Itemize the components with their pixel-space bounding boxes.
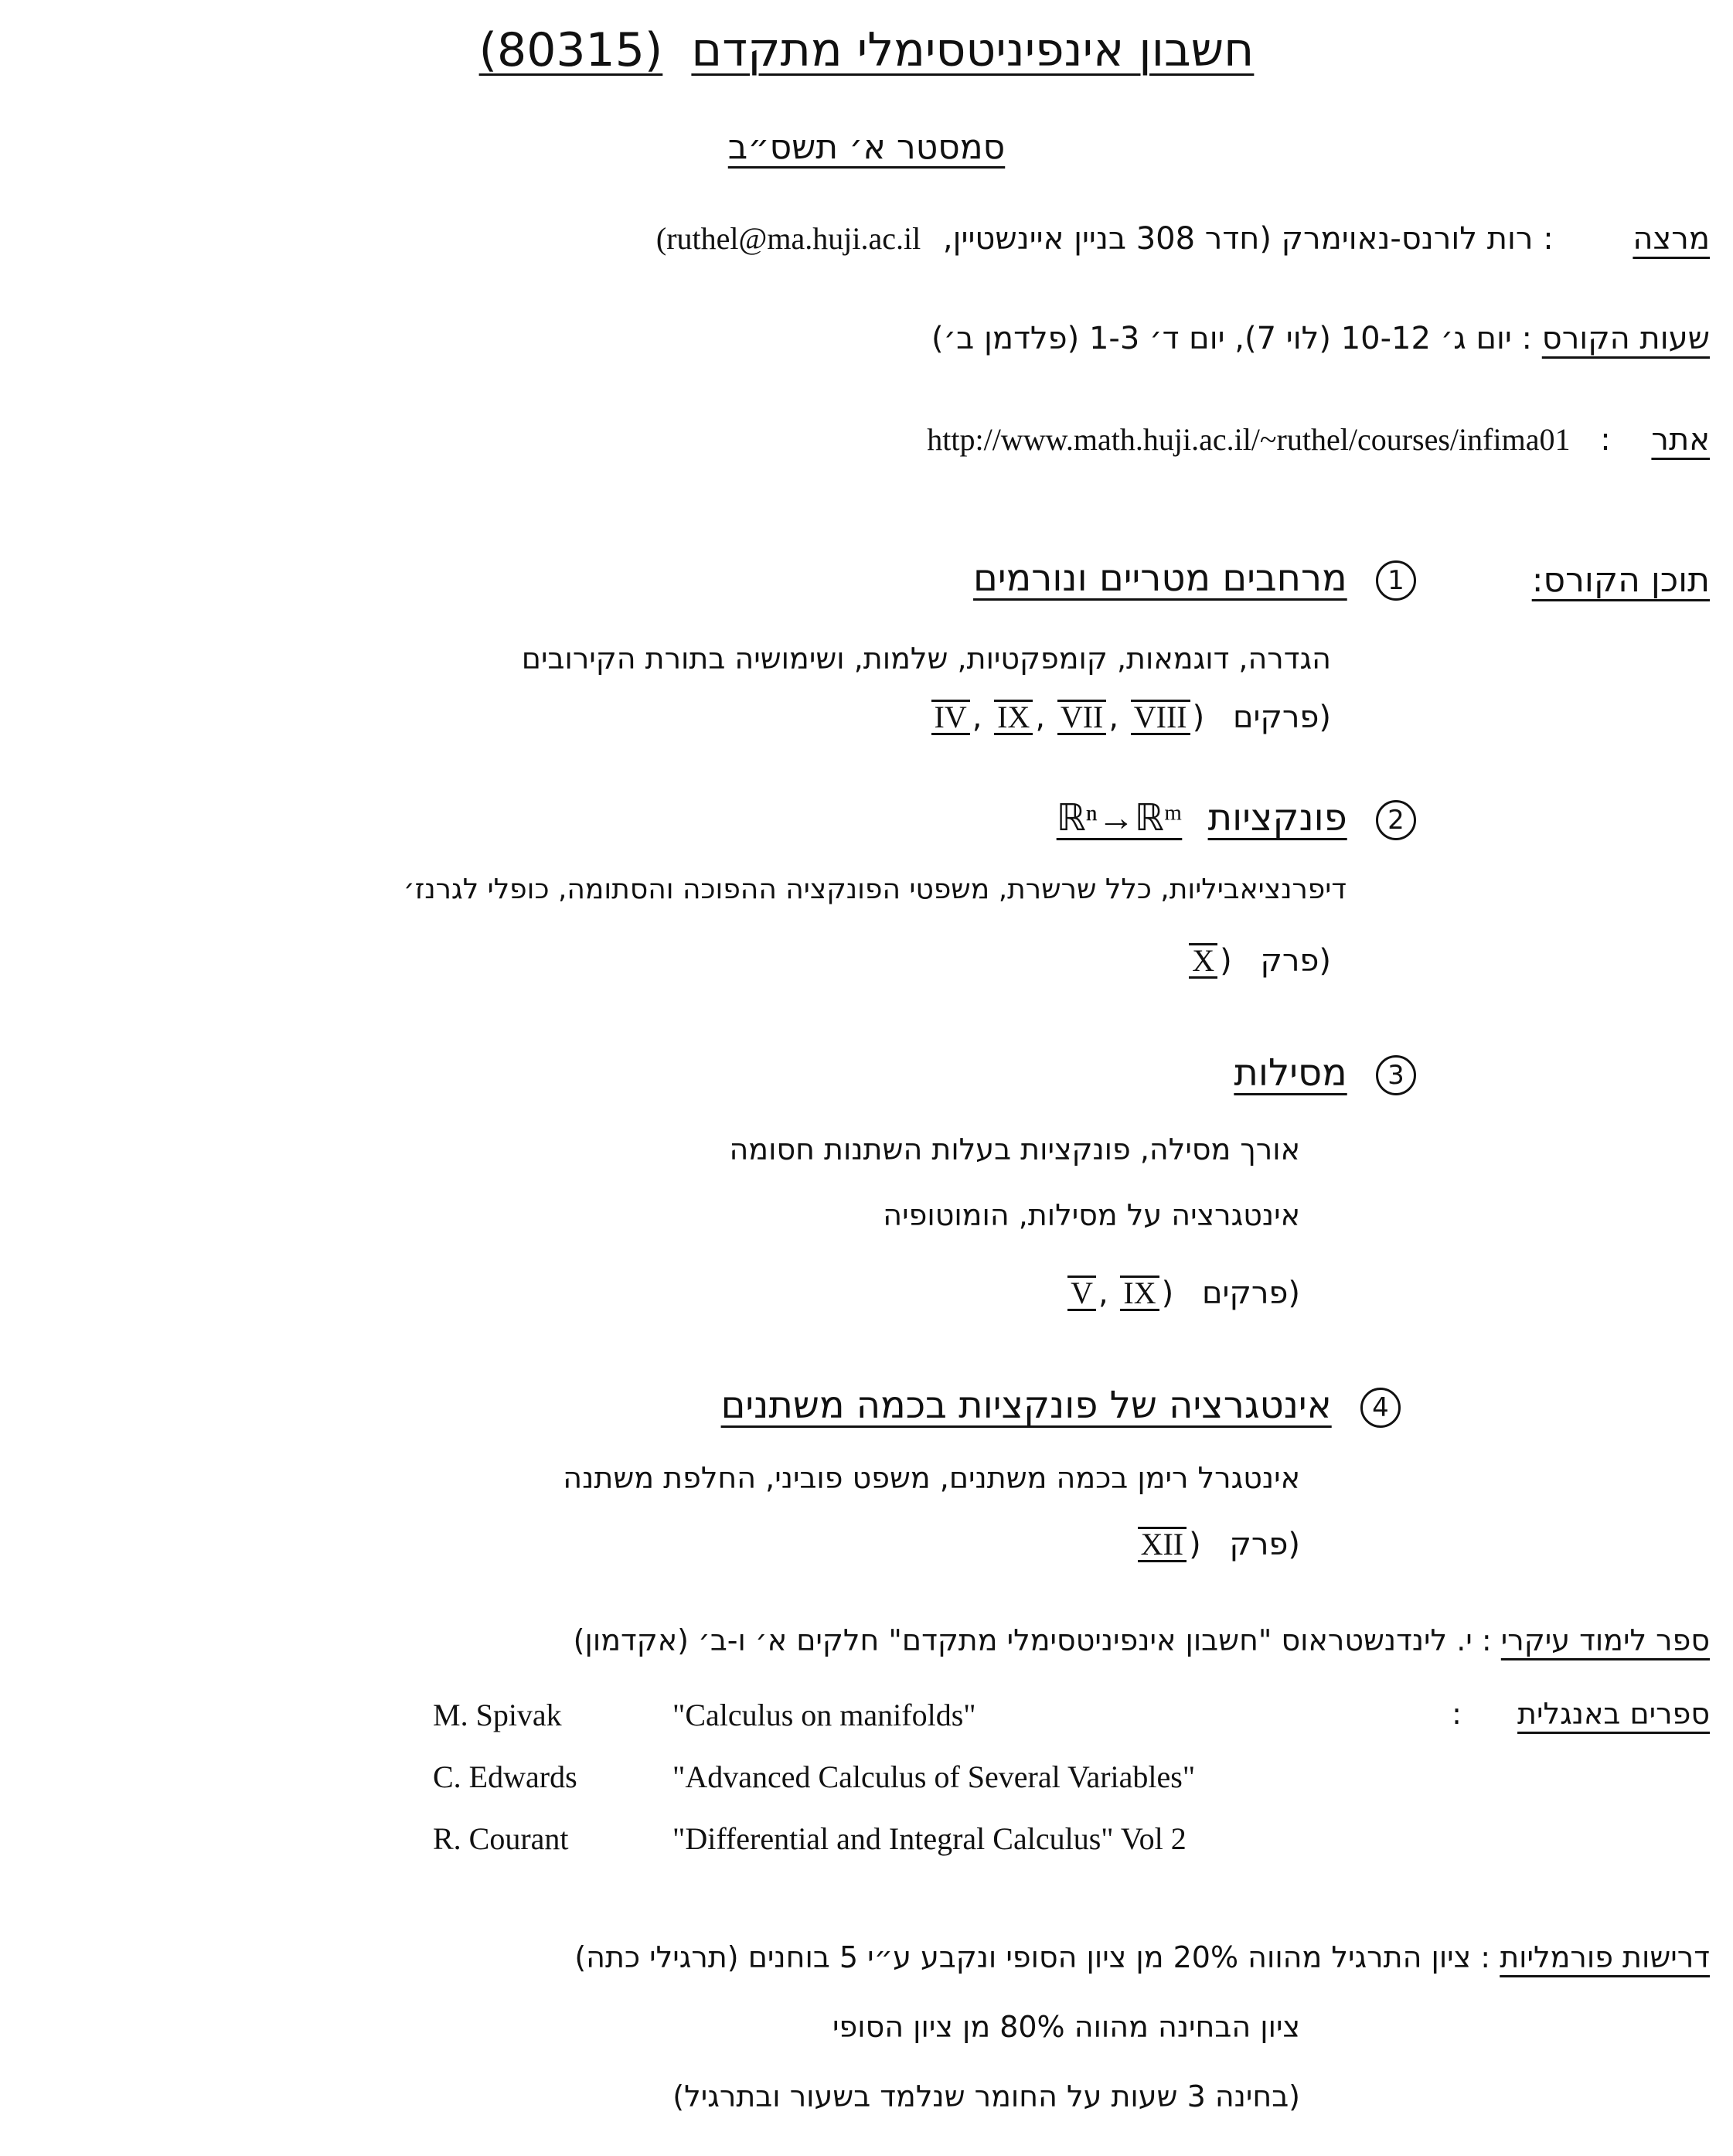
english-books-label: ספרים באנגלית [1517, 1697, 1710, 1731]
section-4-chapters: (פרק XII ) [1135, 1527, 1300, 1562]
section-2-title: 2 פונקציות ℝⁿ→ℝᵐ [1057, 796, 1416, 840]
section-4-title: 4 אינטגרציה של פונקציות בכמה משתנים [721, 1384, 1401, 1428]
section-number: 2 [1376, 800, 1416, 840]
page-subtitle: סמסטר א׳ תשס״ב [727, 128, 1006, 167]
lecturer-email: (ruthel@ma.huji.ac.il [655, 221, 921, 256]
requirements-line-1: : ציון התרגיל מהווה 20% מן ציון הסופי ונקבע ע״י 5 בוחנים (תרגילי כתה) [574, 1940, 1491, 1974]
hours-label: שעות הקורס [1541, 321, 1710, 356]
chapter-numeral: XII [1138, 1527, 1187, 1562]
chapter-numeral: X [1189, 943, 1217, 979]
chapter-numeral: IX [1120, 1276, 1159, 1311]
section-3-line-1: אורך מסילה, פונקציות בעלות השתנות חסומה [729, 1132, 1300, 1167]
english-book-1 [433, 1697, 976, 1733]
section-3-chapters: (פרקים V , IX ) [1065, 1276, 1300, 1311]
section-3-title: 3 מסילות [1234, 1051, 1416, 1095]
chapter-numeral: IX [994, 700, 1033, 735]
site-label: אתר [1651, 422, 1710, 458]
english-book-2 [433, 1759, 1195, 1795]
book-author: M. Spivak [433, 1698, 562, 1732]
main-book-text: : י. לינדנשטראוס "חשבון אינפיניטסימלי מתקדם" חלקים א׳ ו-ב׳ (אקדמון) [573, 1623, 1492, 1657]
hours-text: : יום ג׳ 10-12 (לוי 7), יום ד׳ 1-3 (פלדמן ב׳) [931, 321, 1533, 356]
requirements-row [574, 1940, 1710, 1974]
book-author: C. Edwards [433, 1759, 577, 1794]
site-row [927, 421, 1710, 458]
section-3-line-2: אינטגרציה על מסילות, הומוטופיה [883, 1198, 1300, 1232]
english-books-colon: : [1452, 1697, 1462, 1731]
hours-row [931, 321, 1710, 356]
section-2-math: ℝⁿ→ℝᵐ [1056, 798, 1183, 839]
title-hebrew: חשבון אינפיניטסימלי מתקדם [691, 23, 1255, 77]
chapter-numeral: VII [1057, 700, 1107, 735]
requirements-label: דרישות פורמליות [1500, 1940, 1710, 1974]
section-1-title: 1 מרחבים מטריים ונורמים [973, 557, 1416, 601]
book-title: "Differential and Integral Calculus" Vol 2 [672, 1821, 1187, 1856]
english-books-label-row [1452, 1697, 1710, 1731]
section-number: 4 [1360, 1388, 1401, 1428]
section-2-chapters: (פרק X ) [1187, 943, 1331, 979]
section-number: 1 [1376, 560, 1416, 601]
book-title: "Calculus on manifolds" [672, 1698, 976, 1732]
chapter-numeral: IV [931, 700, 970, 735]
chapter-numeral: V [1067, 1276, 1096, 1311]
contents-label: תוכן הקורס: [1531, 560, 1710, 600]
site-url[interactable]: http://www.math.huji.ac.il/~ruthel/courses/infima01 [927, 422, 1571, 457]
lecturer-label: מרצה [1633, 221, 1710, 257]
section-1-chapters: (פרקים IV , IX , VII , VIII ) [929, 700, 1332, 735]
site-colon: : [1600, 422, 1611, 458]
section-1-line: הגדרה, דוגמאות, קומפקטיות, שלמות, ושימושיה בתורת הקירובים [521, 642, 1331, 676]
main-book-row [574, 1623, 1710, 1657]
section-2-line: דיפרנציאביליות, כלל שרשרת, משפטי הפונקציה ההפוכה והסתומה, כופלי לגרנז׳ [403, 874, 1347, 905]
section-number: 3 [1376, 1055, 1416, 1095]
main-book-label: ספר לימוד עיקרי [1500, 1623, 1710, 1657]
requirements-line-2-row: ציון הבחינה מהווה 80% מן ציון הסופי [832, 2010, 1300, 2044]
chapter-numeral: VIII [1131, 700, 1190, 735]
page-title [0, 23, 1733, 77]
book-title: "Advanced Calculus of Several Variables" [672, 1759, 1196, 1794]
english-book-3 [433, 1821, 1187, 1857]
lecturer-text: : רות לורנס-נאוימרק (חדר 308 בניין איינשטיין, [942, 221, 1554, 257]
section-4-line: אינטגרל רימן בכמה משתנים, משפט פוביני, החלפת משתנה [563, 1461, 1300, 1495]
book-author: R. Courant [433, 1821, 569, 1856]
lecturer-row [656, 220, 1710, 257]
title-code: (80315) [478, 23, 663, 77]
requirements-line-3-row: (בחינה 3 שעות על החומר שנלמד בשעור ובתרגיל) [672, 2079, 1300, 2113]
